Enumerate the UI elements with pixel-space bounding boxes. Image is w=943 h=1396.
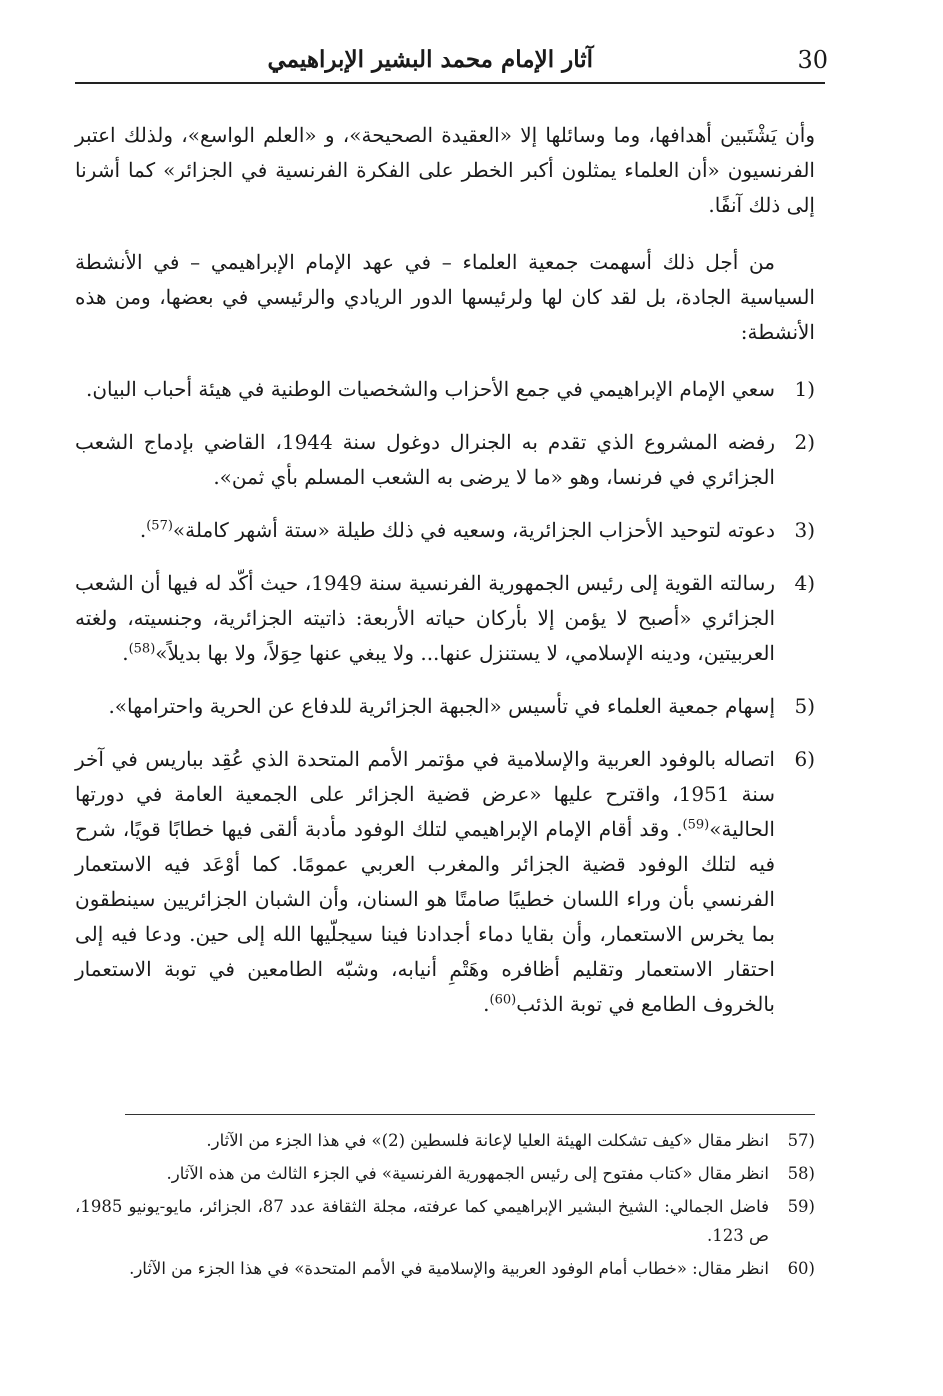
footnote xyxy=(75,1192,815,1250)
list-item xyxy=(75,566,815,671)
list-item-text: رفضه المشروع الذي تقدم به الجنرال دوغول سنة 1944، القاضي بإدماج الشعب الجزائري في فرنسا، وهو «ما لا يرضى به الشعب المسلم بأي ثمن». xyxy=(75,430,775,489)
footnote-ref[interactable]: (60) xyxy=(489,992,517,1008)
list-number: 4) xyxy=(794,571,815,595)
footnote xyxy=(75,1254,815,1283)
footnote-number: 58) xyxy=(787,1164,815,1183)
list-number: 6) xyxy=(794,747,815,771)
list-item-text: سعي الإمام الإبراهيمي في جمع الأحزاب والشخصيات الوطنية في هيئة أحباب البيان. xyxy=(85,377,775,401)
list-item-tail: . xyxy=(139,518,147,542)
footnote-text: انظر مقال «كيف تشكلت الهيئة العليا لإعانة فلسطين (2)» في هذا الجزء من الآثار. xyxy=(206,1131,769,1150)
list-item xyxy=(75,513,815,548)
footnotes-rule xyxy=(125,1114,815,1115)
list-item xyxy=(75,689,815,724)
footnotes xyxy=(75,1126,815,1287)
footnote-number: 60) xyxy=(787,1259,815,1278)
main-text xyxy=(75,118,815,1040)
page-header xyxy=(70,40,828,80)
footnote-ref[interactable]: (58) xyxy=(128,641,156,657)
page-number: 30 xyxy=(797,46,828,74)
list-item-text: اتصاله بالوفود العربية والإسلامية في مؤتمر الأمم المتحدة الذي عُقِد بباريس في آخر سنة 1951، واقترح عليها «عرض قضية الجزائر على الجمعية العامة في دورتها الحالية» xyxy=(75,747,776,841)
footnote-text: انظر مقال «كتاب مفتوح إلى رئيس الجمهورية الفرنسية» في الجزء الثالث من هذه الآثار. xyxy=(166,1164,769,1183)
list-number: 2) xyxy=(794,430,815,454)
list-item xyxy=(75,742,815,1022)
list-item-text: . وقد أقام الإمام الإبراهيمي لتلك الوفود مأدبة ألقى فيها خطابًا قويًا، شرح فيه لتلك الوفود قضية الجزائر والمغرب العربي عمومًا. كما أوْعَد فيه الاستعمار الفرنسي بأن وراء اللسان خطيبًا صامتًا هو السنان، وأن الشبان الجزائريين سينطقون بما يخرس الاستعمار، وأن بقايا دماء أجدادنا فينا سيجلّيها الله إلى حين. ودعا فيه إلى احتقار الاستعمار وتقليم أظافره وهَتْمِ أنيابه، وشبّه الطامعين في توبة الاستعمار بالخروف الطامع في توبة الذئب xyxy=(75,817,775,1016)
footnote-text: فاضل الجمالي: الشيخ البشير الإبراهيمي كما عرفته، مجلة الثقافة عدد 87، الجزائر، مايو-يونيو 1985، ص 123. xyxy=(75,1197,769,1245)
footnote-ref[interactable]: (59) xyxy=(682,817,710,833)
list-item-text: دعوته لتوحيد الأحزاب الجزائرية، وسعيه في ذلك طيلة «ستة أشهر كاملة» xyxy=(172,518,775,542)
footnote-number: 57) xyxy=(787,1131,815,1150)
footnote xyxy=(75,1126,815,1155)
list-number: 3) xyxy=(794,518,815,542)
header-rule xyxy=(75,82,825,84)
paragraph: من أجل ذلك أسهمت جمعية العلماء – في عهد الإمام الإبراهيمي – في الأنشطة السياسية الجادة، بل لقد كان لها ولرئيسها الدور الريادي والرئيسي في بعضها، ومن هذه الأنشطة: xyxy=(75,250,815,344)
footnote-ref[interactable]: (57) xyxy=(146,518,173,534)
list-item xyxy=(75,425,815,495)
running-title: آثار الإمام محمد البشير الإبراهيمي xyxy=(267,46,593,73)
list-number: 5) xyxy=(794,694,815,718)
list-item-tail: . xyxy=(122,641,129,665)
paragraph: وأن يَشْتَبين أهدافها، وما وسائلها إلا «العقيدة الصحيحة»، و «العلم الواسع»، ولذلك اعتبر الفرنسيون «أن العلماء يمثلون أكبر الخطر على الفكرة الفرنسية في الجزائر» كما أشرنا إلى ذلك آنفًا. xyxy=(75,123,815,217)
footnote-number: 59) xyxy=(787,1197,815,1216)
footnote-text: انظر مقال: «خطاب أمام الوفود العربية والإسلامية في الأمم المتحدة» في هذا الجزء من الآثار. xyxy=(129,1259,769,1278)
list-item-tail: . xyxy=(483,992,490,1016)
list-item xyxy=(75,372,815,407)
footnote xyxy=(75,1159,815,1188)
activities-list xyxy=(75,372,815,1022)
list-item-text: رسالته القوية إلى رئيس الجمهورية الفرنسية سنة 1949، حيث أكّد له فيها أن الشعب الجزائري «أصبح لا يؤمن إلا بأركان حياته الأربعة: ذاتيته الجزائرية، وجنسيته، ولغته العربيتين، ودينه الإسلامي، لا يستنزل عنها... ولا يبغي عنها حِوَلاً، ولا بها بديلاً» xyxy=(75,571,775,665)
list-item-text: إسهام جمعية العلماء في تأسيس «الجبهة الجزائرية للدفاع عن الحرية واحترامها». xyxy=(108,694,775,718)
list-number: 1) xyxy=(794,377,815,401)
